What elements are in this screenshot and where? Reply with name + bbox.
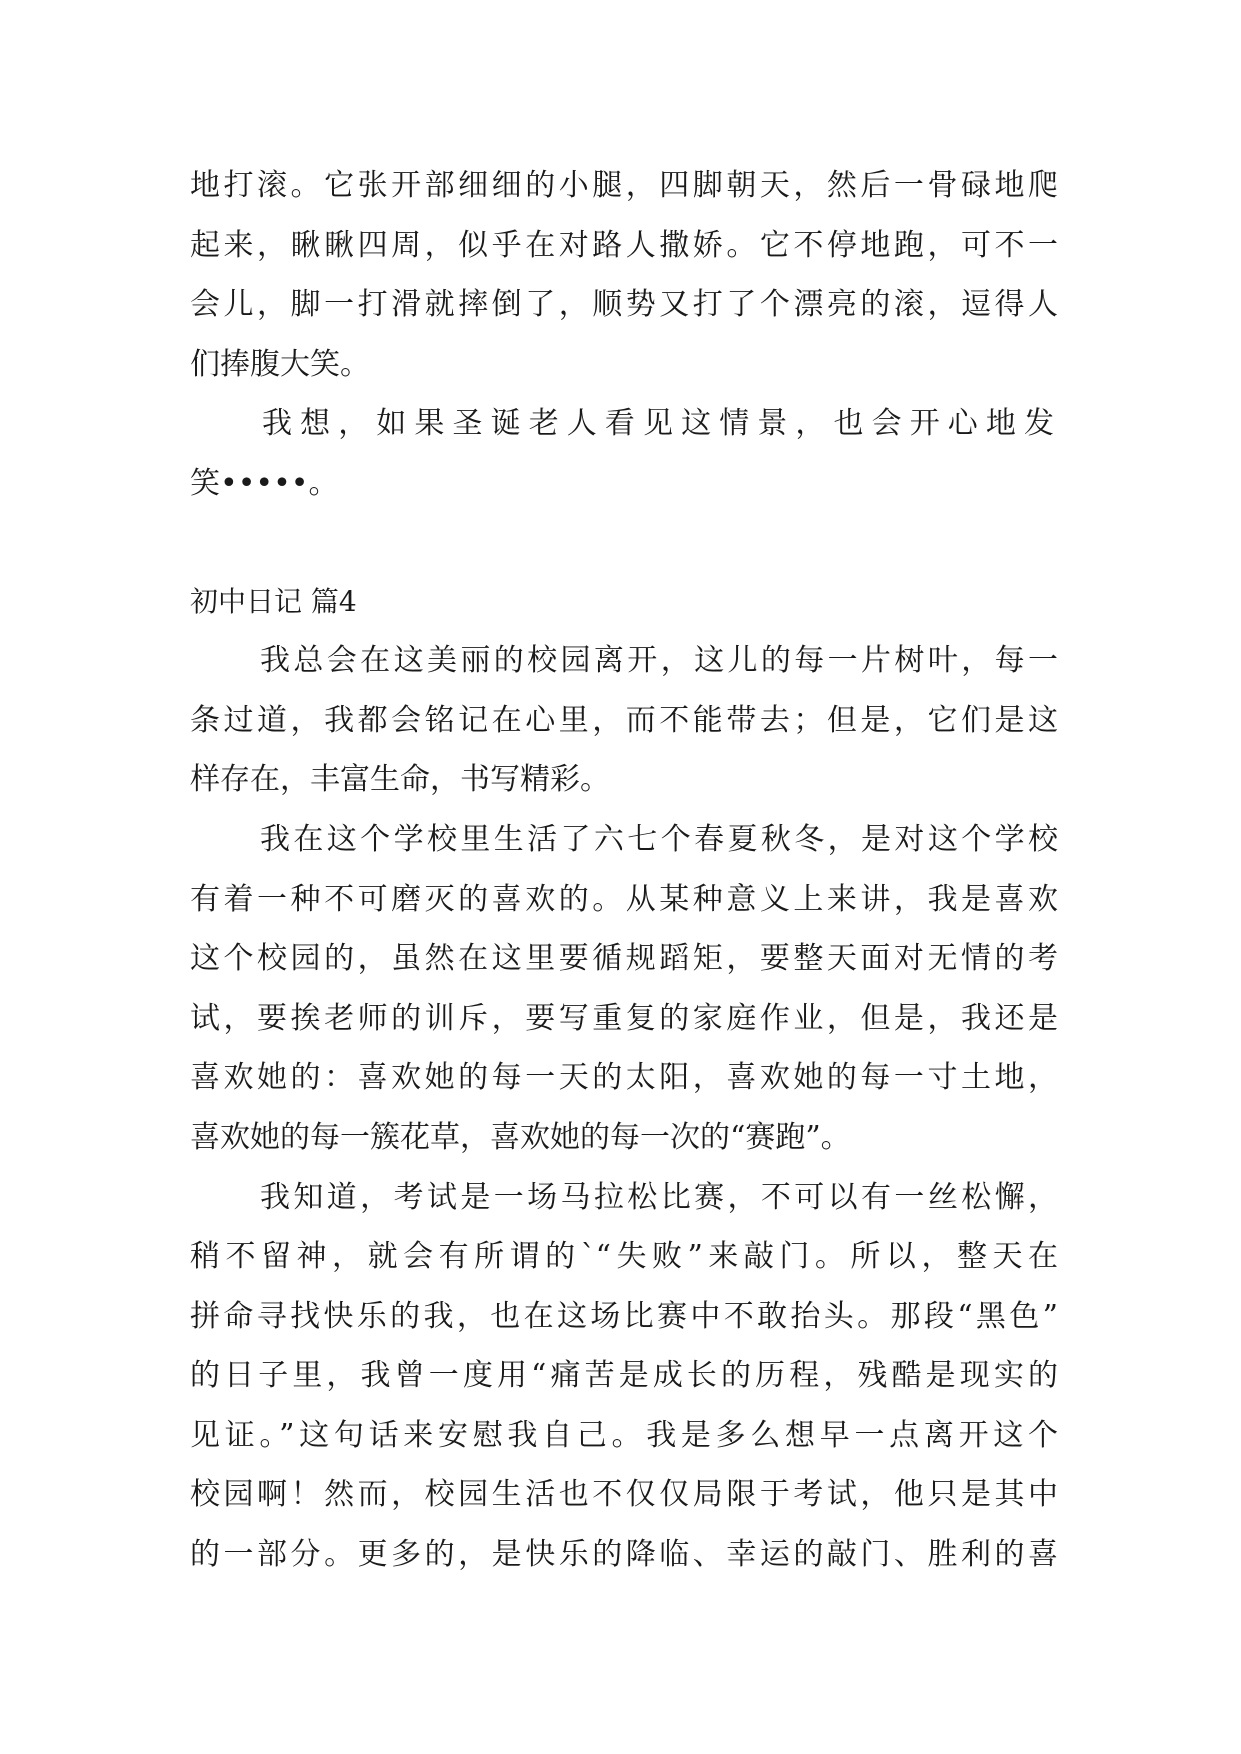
text-line: 有着一种不可磨灭的喜欢的。从某种意义上来讲，我是喜欢 — [190, 881, 1058, 917]
text-line: 我知道，考试是一场马拉松比赛，不可以有一丝松懈， — [260, 1179, 1058, 1215]
text-line: 见证。”这句话来安慰我自己。我是多么想早一点离开这个 — [190, 1417, 1058, 1453]
text-line: 校园啊！然而，校园生活也不仅仅局限于考试，他只是其中 — [190, 1477, 1058, 1513]
text-line: 喜欢她的：喜欢她的每一天的太阳，喜欢她的每一寸土地， — [190, 1060, 1058, 1096]
paragraph — [190, 631, 1058, 810]
section-gap — [190, 514, 1058, 572]
text-line: 起来，瞅瞅四周，似乎在对路人撒娇。它不停地跑，可不一 — [190, 227, 1058, 263]
text-line: 的一部分。更多的，是快乐的降临、幸运的敲门、胜利的喜 — [190, 1537, 1058, 1573]
text-line: 我想，如果圣诞老人看见这情景，也会开心地发 — [262, 406, 1058, 442]
text-line: 我在这个学校里生活了六七个春夏秋冬，是对这个学校 — [260, 821, 1058, 857]
text-line: 会儿，脚一打滑就摔倒了，顺势又打了个漂亮的滚，逗得人 — [190, 287, 1058, 323]
text-line: 这个校园的，虽然在这里要循规蹈矩，要整天面对无情的考 — [190, 941, 1058, 977]
paragraph — [190, 156, 1058, 394]
text-line: 喜欢她的每一簇花草，喜欢她的每一次的“赛跑”。 — [190, 1119, 851, 1155]
text-line: 的日子里，我曾一度用“痛苦是成长的历程，残酷是现实的 — [190, 1358, 1058, 1394]
text-line: 我总会在这美丽的校园离开，这儿的每一片树叶，每一 — [260, 643, 1058, 679]
text-line: 拼命寻找快乐的我，也在这场比赛中不敢抬头。那段“黑色” — [190, 1298, 1058, 1334]
paragraph — [190, 1168, 1058, 1585]
text-line: 们捧腹大笑。 — [190, 346, 370, 382]
paragraph — [190, 394, 1058, 513]
section-heading: 初中日记 篇4 — [190, 584, 357, 618]
paragraph — [190, 810, 1058, 1168]
text-line: 试，要挨老师的训斥，要写重复的家庭作业，但是，我还是 — [190, 1000, 1058, 1036]
document-body — [190, 156, 1058, 1585]
text-line: 条过道，我都会铭记在心里，而不能带去；但是，它们是这 — [190, 702, 1058, 738]
text-line: 稍不留神，就会有所谓的`“失败”来敲门。所以，整天在 — [190, 1239, 1058, 1275]
text-line: 样存在，丰富生命，书写精彩。 — [190, 762, 610, 798]
text-line: 地打滚。它张开部细细的小腿，四脚朝天，然后一骨碌地爬 — [190, 168, 1058, 203]
text-line: 笑•••••。 — [190, 465, 339, 501]
